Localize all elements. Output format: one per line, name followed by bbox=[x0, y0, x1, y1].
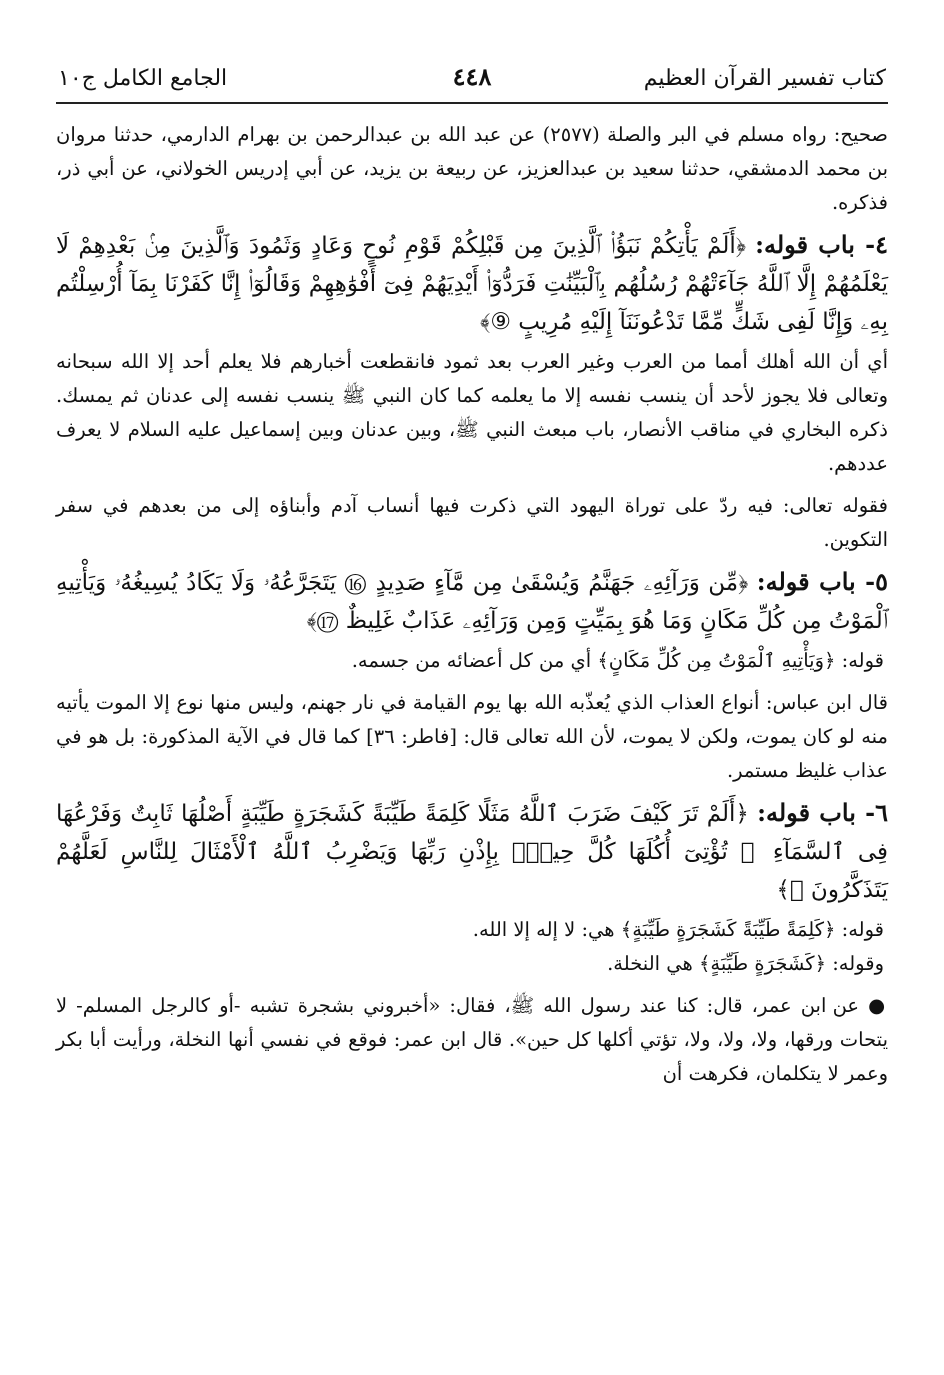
chapter-5-title: ٥- باب قوله: bbox=[756, 567, 889, 596]
chapter-6-gloss-2: وقوله: ﴿كَشَجَرَةٍ طَيِّبَةٍ﴾ هي النخلة. bbox=[607, 952, 884, 975]
chapter-5-heading-block bbox=[56, 563, 888, 640]
chapter-4-heading-block bbox=[56, 226, 888, 341]
book-title: كتاب تفسير القرآن العظيم bbox=[643, 66, 886, 91]
bullet-icon: ● bbox=[868, 994, 889, 1017]
running-header bbox=[56, 52, 888, 104]
hadith-source-note: صحيح: رواه مسلم في البر والصلة (٢٥٧٧) عن عبد الله بن عبدالرحمن بن بهرام الدارمي، حدثنا مروان بن محمد الدمشقي، حدثنا سعيد بن عبدالعزيز، عن ربيعة بن يزيد، عن أبي إدريس الخولاني، عن أبي ذر، فذكره. bbox=[56, 123, 888, 214]
chapter-6-hadith-text: عن ابن عمر، قال: كنا عند رسول الله ﷺ، فقال: «أخبروني بشجرة تشبه -أو كالرجل المسلم- لا يتحات ورقها، ولا، ولا، ولا، تؤتي أكلها كل حين». قال ابن عمر: فوقع في نفسي أنها النخلة، ورأيت أبا بكر وعمر لا يتكلمان، فكرهت أن bbox=[56, 994, 888, 1085]
chapter-6-gloss-1: قوله: ﴿كَلِمَةً طَيِّبَةً كَشَجَرَةٍ طَيِّبَةٍ﴾ هي: لا إله إلا الله. bbox=[472, 918, 884, 941]
chapter-5-ayah: ﴿مِّن وَرَآئِهِۦ جَهَنَّمُ وَيُسْقَىٰ مِن مَّآءٍ صَدِيدٍ ⑯ يَتَجَرَّعُهُۥ وَلَا يَكَادُ يُسِيغُهُۥ وَيَأْتِيهِ ٱلْمَوْتُ مِن كُلِّ مَكَانٍ وَمَا هُوَ بِمَيِّتٍ وَمِن وَرَآئِهِۦ عَذَابٌ غَلِيظٌ ⑰﴾ bbox=[56, 570, 888, 634]
chapter-6-ayah: ﴿أَلَمْ تَرَ كَيْفَ ضَرَبَ ٱللَّهُ مَثَلًا كَلِمَةً طَيِّبَةً كَشَجَرَةٍ طَيِّبَةٍ أَصْلُهَا ثَابِتٌ وَفَرْعُهَا فِى ٱلسَّمَآءِ ㉔ تُؤْتِىٓ أُكُلَهَا كُلَّ حِينٍۭ بِإِذْنِ رَبِّهَا وَيَضْرِبُ ٱللَّهُ ٱلْأَمْثَالَ لِلنَّاسِ لَعَلَّهُمْ يَتَذَكَّرُونَ ㉕﴾ bbox=[56, 801, 888, 903]
chapter-6-title: ٦- باب قوله: bbox=[757, 798, 889, 827]
page-body bbox=[56, 104, 888, 1091]
chapter-4-title: ٤- باب قوله: bbox=[755, 230, 888, 259]
chapter-6-heading-block bbox=[56, 794, 888, 909]
chapter-4-commentary: أي أن الله أهلك أمما من العرب وغير العرب بعد ثمود فانقطعت أخبارهم فلا يعلم أحد إلا الله سبحانه وتعالى فلا يجوز لأحد أن ينسب نفسه إلا ما يعلمه كما كان النبي ﷺ ينسب نفسه إلى عدنان ثم يمسك. ذكره البخاري في مناقب الأنصار، باب مبعث النبي ﷺ، وبين عدنان وبين إسماعيل عليه السلام لا يعرف عددهم. bbox=[56, 350, 888, 475]
chapter-4-note: فقوله تعالى: فيه ردّ على توراة اليهود التي ذكرت فيها أنساب آدم وأبناؤه إلى من بعدهم في سفر التكوين. bbox=[56, 494, 888, 551]
collection-title: الجامع الكامل ج١٠ bbox=[58, 66, 228, 91]
page-number: ٤٤٨ bbox=[452, 62, 492, 91]
chapter-5-gloss: قوله: ﴿وَيَأْتِيهِ ٱلْمَوْتُ مِن كُلِّ مَكَانٍ﴾ أي من كل أعضائه من جسمه. bbox=[351, 649, 884, 672]
chapter-4-ayah: ﴿أَلَمْ يَأْتِكُمْ نَبَؤُا۟ ٱلَّذِينَ مِن قَبْلِكُمْ قَوْمِ نُوحٍ وَعَادٍ وَثَمُودَ وَٱلَّذِينَ مِنۢ بَعْدِهِمْ لَا يَعْلَمُهُمْ إِلَّا ٱللَّهُ جَآءَتْهُمْ رُسُلُهُم بِٱلْبَيِّنَٰتِ فَرَدُّوٓا۟ أَيْدِيَهُمْ فِىٓ أَفْوَٰهِهِمْ وَقَالُوٓا۟ إِنَّا كَفَرْنَا بِمَآ أُرْسِلْتُم بِهِۦ وَإِنَّا لَفِى شَكٍّ مِّمَّا تَدْعُونَنَآ إِلَيْهِ مُرِيبٍ ⑨﴾ bbox=[56, 233, 888, 335]
chapter-6-hadith bbox=[56, 989, 888, 1091]
chapter-5-commentary: قال ابن عباس: أنواع العذاب الذي يُعذّبه الله بها يوم القيامة في نار جهنم، وليس منها نوع إلا الموت يأتيه منه لو كان يموت، ولكن لا يموت، لأن الله تعالى قال: [فاطر: ٣٦] كما قال في الآية المذكورة: بل هو في عذاب غليظ مستمر. bbox=[56, 691, 888, 782]
